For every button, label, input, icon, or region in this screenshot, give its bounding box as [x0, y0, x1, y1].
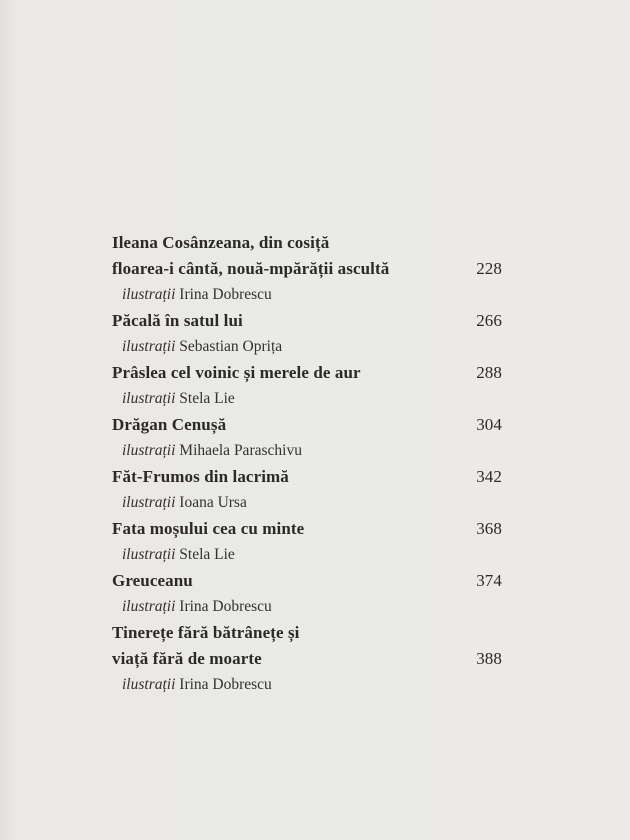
illustration-label: ilustrații — [122, 286, 176, 303]
illustrator-name: Irina Dobrescu — [179, 676, 272, 693]
table-of-contents — [112, 230, 502, 698]
toc-entry-title-text: Făt-Frumos din lacrimă — [112, 467, 289, 486]
toc-entry-title-text: floarea-i cântă, nouă-mpărății ascultă — [112, 259, 390, 278]
toc-entry — [112, 308, 502, 360]
toc-entry — [112, 620, 502, 698]
toc-page-number: 304 — [476, 415, 502, 434]
toc-illustrator-line — [112, 438, 502, 464]
illustration-label: ilustrații — [122, 494, 176, 511]
illustration-label: ilustrații — [122, 390, 176, 407]
toc-entry — [112, 516, 502, 568]
toc-entry-title-text: viață fără de moarte — [112, 649, 262, 668]
illustrator-name: Mihaela Paraschivu — [179, 442, 302, 459]
toc-entry-title — [112, 230, 502, 256]
illustration-label: ilustrații — [122, 546, 176, 563]
toc-page-number: 288 — [476, 363, 502, 382]
toc-illustrator-line — [112, 542, 502, 568]
illustration-label: ilustrații — [122, 676, 176, 693]
toc-entry — [112, 412, 502, 464]
toc-page-number: 266 — [476, 311, 502, 330]
toc-page-number: 388 — [476, 649, 502, 668]
toc-page-number: 368 — [476, 519, 502, 538]
toc-entry-title-text: Greuceanu — [112, 571, 193, 590]
toc-entry — [112, 360, 502, 412]
toc-entry-title-text: Fata moșului cea cu minte — [112, 519, 305, 538]
toc-page-number: 228 — [476, 259, 502, 278]
toc-entry-title — [112, 256, 502, 282]
toc-illustrator-line — [112, 672, 502, 698]
toc-entry-title — [112, 516, 502, 542]
toc-entry-title-text: Drăgan Cenușă — [112, 415, 227, 434]
toc-entry — [112, 568, 502, 620]
toc-entry-title — [112, 646, 502, 672]
toc-illustrator-line — [112, 490, 502, 516]
toc-entry-title — [112, 308, 502, 334]
illustration-label: ilustrații — [122, 598, 176, 615]
toc-entry-title-text: Păcală în satul lui — [112, 311, 243, 330]
illustrator-name: Irina Dobrescu — [179, 286, 272, 303]
toc-illustrator-line — [112, 386, 502, 412]
illustrator-name: Ioana Ursa — [179, 494, 247, 511]
illustration-label: ilustrații — [122, 442, 176, 459]
toc-entry-title-text: Prâslea cel voinic și merele de aur — [112, 363, 361, 382]
toc-illustrator-line — [112, 334, 502, 360]
toc-entry — [112, 230, 502, 308]
toc-entry-title — [112, 568, 502, 594]
toc-entry-title — [112, 464, 502, 490]
toc-illustrator-line — [112, 594, 502, 620]
toc-page-number: 342 — [476, 467, 502, 486]
illustrator-name: Stela Lie — [179, 390, 235, 407]
toc-entry-title — [112, 412, 502, 438]
toc-entry-title-text: Ileana Cosânzeana, din cosiță — [112, 233, 330, 252]
toc-entry-title — [112, 620, 502, 646]
illustration-label: ilustrații — [122, 338, 176, 355]
illustrator-name: Sebastian Oprița — [179, 338, 283, 355]
toc-illustrator-line — [112, 282, 502, 308]
illustrator-name: Irina Dobrescu — [179, 598, 272, 615]
toc-entry-title — [112, 360, 502, 386]
toc-page-number: 374 — [476, 571, 502, 590]
toc-entry-title-text: Tinerețe fără bătrânețe și — [112, 623, 300, 642]
illustrator-name: Stela Lie — [179, 546, 235, 563]
toc-entry — [112, 464, 502, 516]
